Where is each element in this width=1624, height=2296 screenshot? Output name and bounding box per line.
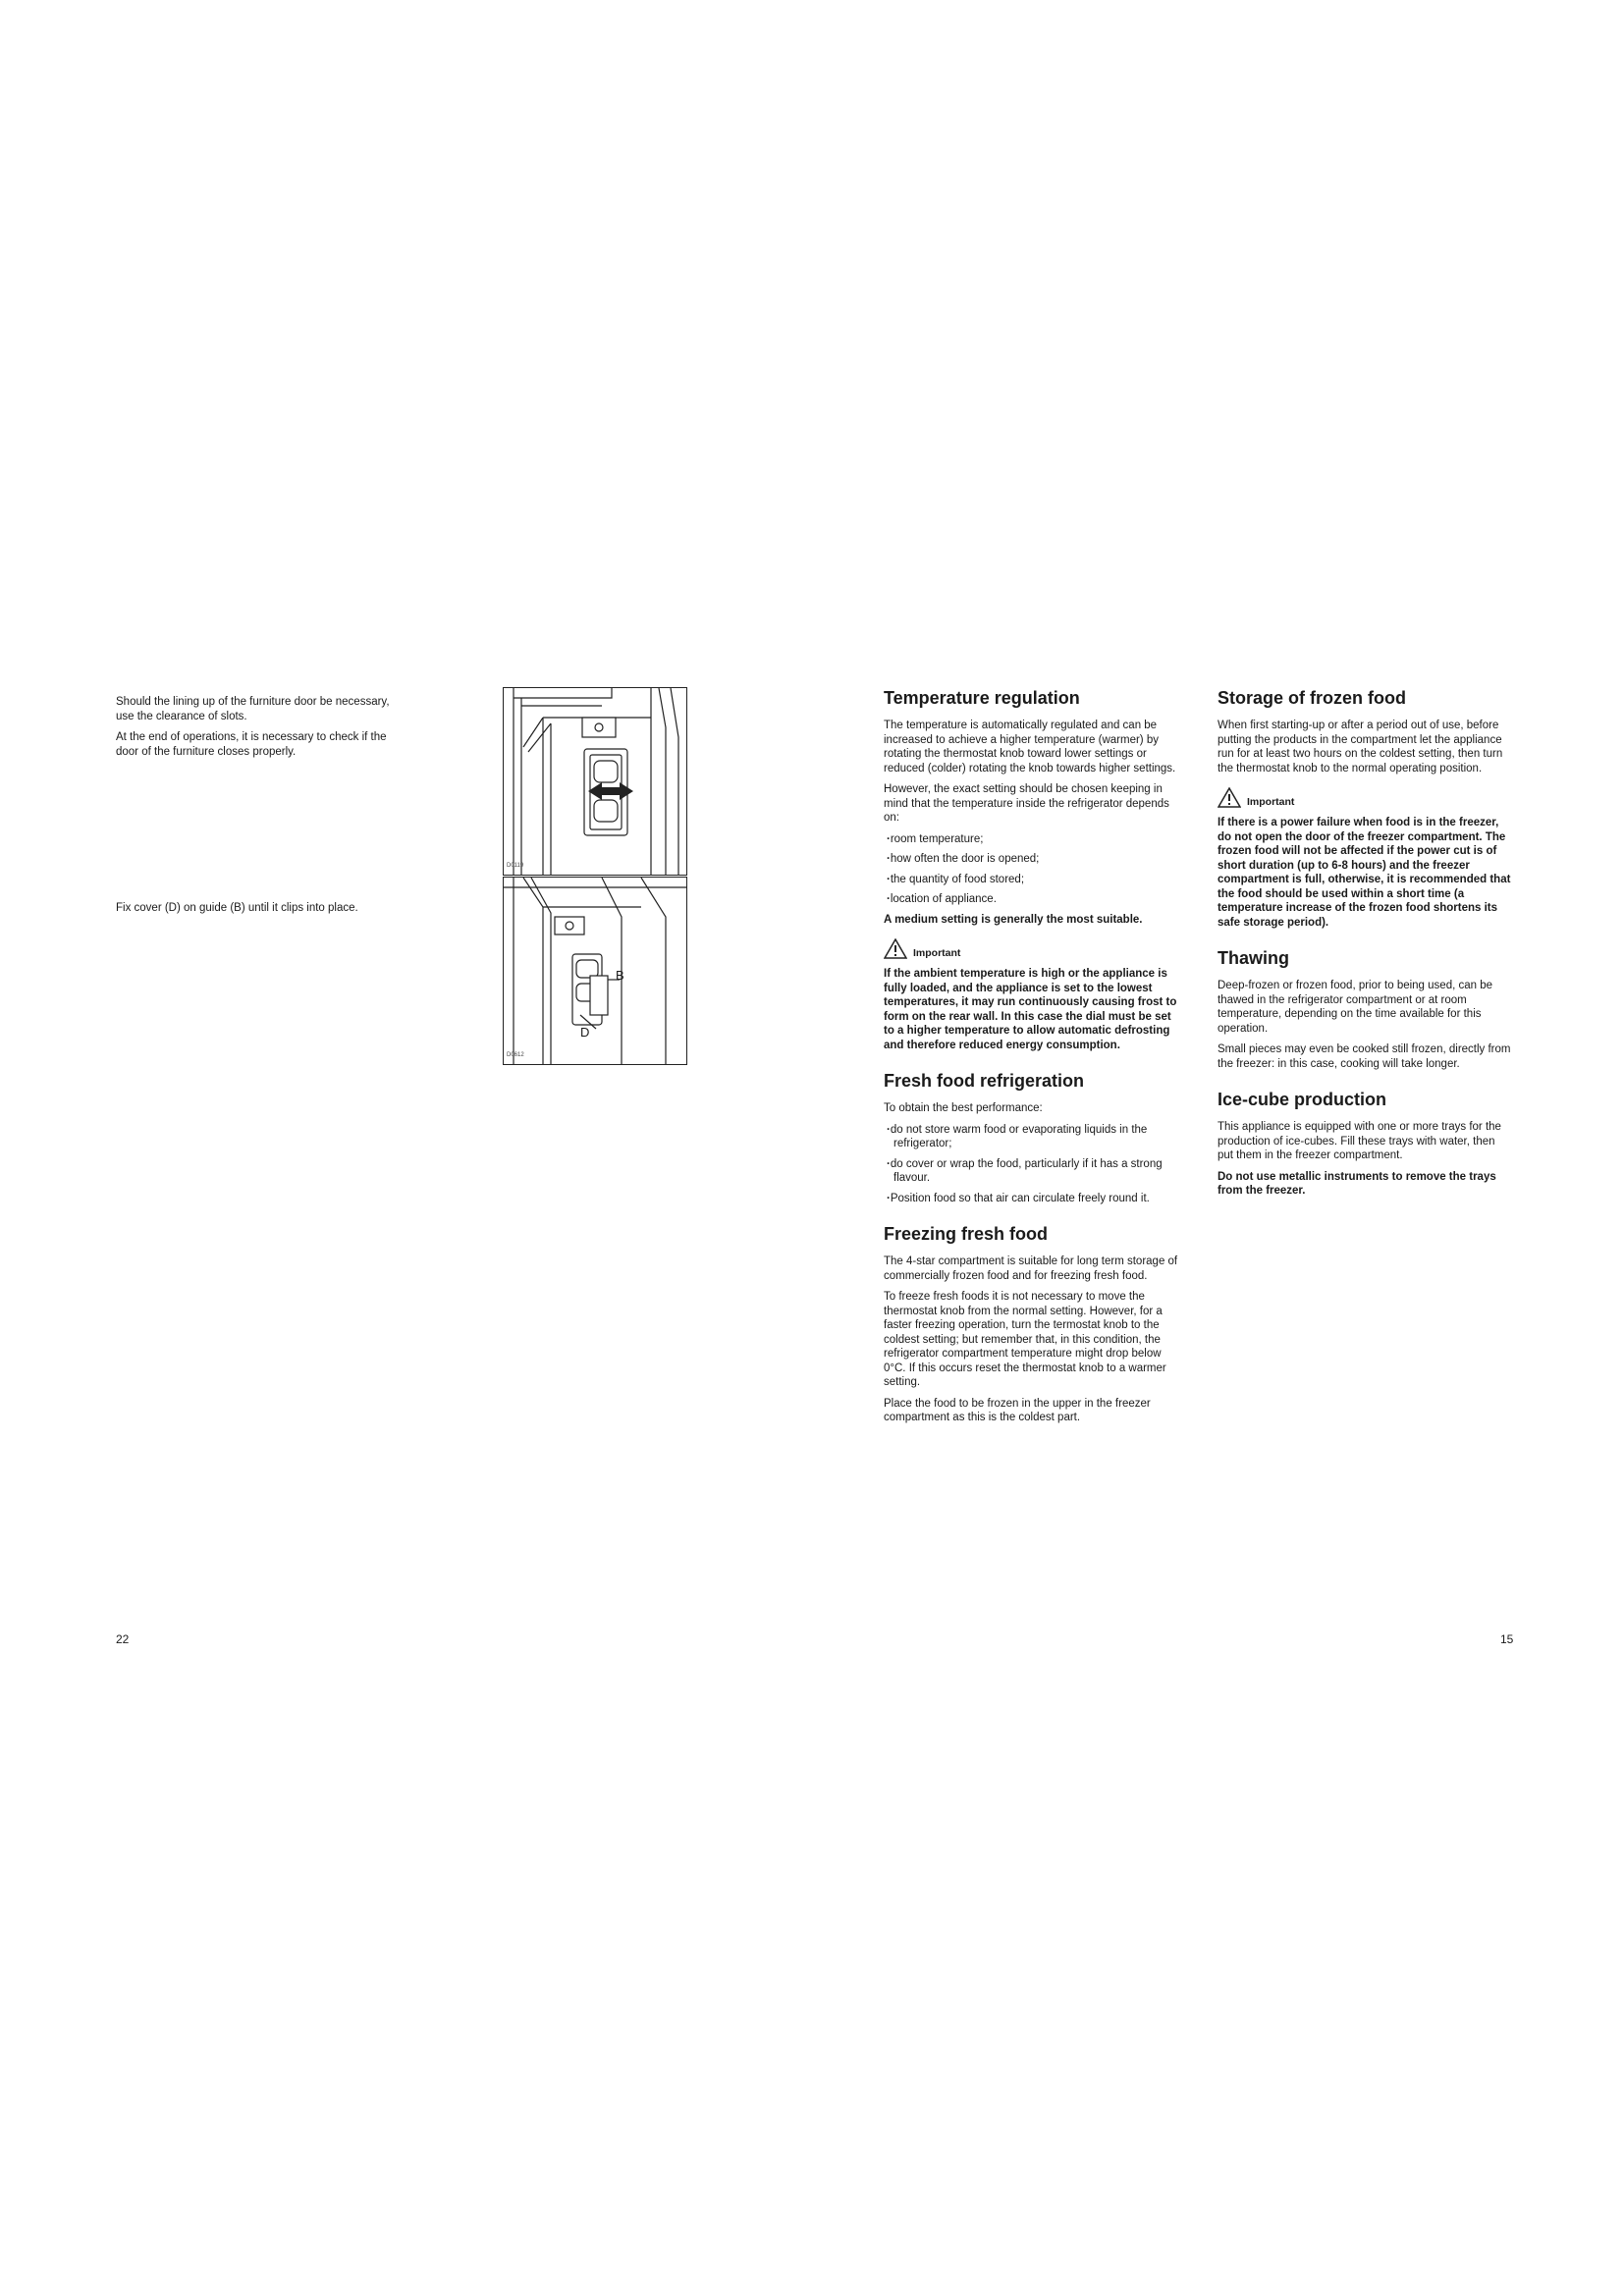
important-text: If there is a power failure when food is in the freezer, do not open the door of the freezer compartment. The frozen food will not be affected if the power cut is of short duration (up to 6-8 hours) and the freezer compartment is full, otherwise, it is recommended that the food should be used within a short time (a temperature increase of the frozen food shortens its safe storage period). — [1218, 817, 1511, 929]
list-item: · location of appliance. — [884, 892, 1178, 907]
left-instructions — [116, 695, 410, 766]
section-title: Fresh food refrigeration — [884, 1071, 1085, 1091]
right-page-number: 15 — [1500, 1632, 1514, 1646]
list-item: · Position food so that air can circulate freely round it. — [884, 1192, 1178, 1206]
important-heading: Important — [1218, 787, 1512, 808]
right-column-1 — [884, 687, 1178, 1439]
warning-icon — [884, 938, 907, 959]
label-d: D — [580, 1025, 590, 1040]
warning-icon — [1218, 787, 1241, 808]
check-door-paragraph: At the end of operations, it is necessary to check if the door of the furniture closes properly. — [116, 731, 387, 758]
storage-section: Storage of frozen food When first starting-up or after a period out of use, before putting the products in the compartment let the appliance run for at least two hours on the coldest setting, then turn the thermostat knob to the normal operating position. Important If there is a power failure when food is in the freezer, do not open the door of the freezer compartment. The frozen food will not be affected if the power cut is of short duration (up to 6-8 hours) and the freezer compartment is full, otherwise, it is recommended that the food should be used within a short time (a temperature increase of the frozen food shortens its safe storage period). — [1218, 688, 1511, 929]
cover-clip-figure — [503, 877, 687, 1065]
important-heading: Important — [884, 938, 1178, 959]
list-item: · how often the door is opened; — [884, 852, 1178, 867]
hinge-adjustment-figure — [503, 687, 687, 876]
section-title: Freezing fresh food — [884, 1224, 1049, 1244]
lining-paragraph: Should the lining up of the furniture door be necessary, use the clearance of slots. — [116, 696, 390, 722]
section-title: Temperature regulation — [884, 688, 1080, 708]
factors-list — [884, 832, 1178, 907]
freezing-section: Freezing fresh food The 4-star compartment is suitable for long term storage of commercially frozen food and for freezing fresh food. To freeze fresh foods it is not necessary to move the thermostat knob from the normal setting. However, for a faster freezing operation, turn the termostat knob to the coldest setting; but remember that, in this condition, the refrigerator compartment temperature might drop below 0°C. If this occurs reset the thermostat knob to a warmer setting. Place the food to be frozen in the upper in the freezer compartment as this is the coldest part. — [884, 1224, 1178, 1423]
ice-cube-section: Ice-cube production This appliance is equipped with one or more trays for the production of ice-cubes. Fill these trays with water, then put them in the freezer compartment. Do not use metallic instruments to remove the trays from the freezer. — [1218, 1089, 1512, 1199]
section-title: Storage of frozen food — [1218, 688, 1406, 708]
temperature-regulation-section: Temperature regulation The temperature is automatically regulated and can be increased to achieve a higher temperature (warmer) by rotating the thermostat knob toward lower settings or reduced (colder) rotating the knob towards higher settings. However, the exact setting should be chosen keeping in mind that the temperature inside the refrigerator depends on: · room temperature; · how often the door is opened; · the quantity of food stored; · location of appliance. A medium setting is generally the most suitable. Important If the ambient temperature is high or the appliance is fully loaded, and the appliance is set to the lowest temperatures, it may run continuously causing frost to form on the rear wall. In this case the dial must be set to a higher temperature to allow automatic defrosting and therefore reduced energy consumption. — [884, 687, 1178, 1052]
fresh-food-section: Fresh food refrigeration To obtain the best performance: · do not store warm food or evaporating liquids in the refrigerator; · do cover or wrap the food, particularly if it has a strong flavour. · Position food so that air can circulate freely round it. — [884, 1070, 1178, 1205]
label-b: B — [616, 968, 624, 983]
figure-code: D0119 — [507, 863, 524, 869]
list-item: · do not store warm food or evaporating liquids in the refrigerator; — [884, 1123, 1178, 1151]
list-item: · the quantity of food stored; — [884, 873, 1178, 887]
list-item: · do cover or wrap the food, particularly if it has a strong flavour. — [884, 1157, 1178, 1186]
medium-setting-note: A medium setting is generally the most suitable. — [884, 913, 1143, 926]
section-title: Ice-cube production — [1218, 1090, 1387, 1109]
performance-list — [884, 1123, 1178, 1206]
fix-cover-instruction: Fix cover (D) on guide (B) until it clips into place. — [116, 902, 358, 914]
figure-code: D0612 — [507, 1052, 524, 1058]
section-title: Thawing — [1218, 948, 1289, 968]
list-item: · room temperature; — [884, 832, 1178, 847]
left-page-number: 22 — [116, 1632, 130, 1646]
important-text: If the ambient temperature is high or the appliance is fully loaded, and the appliance is set to the lowest temperatures, it may run continuously causing frost to form on the rear wall. In this case the dial must be set to a higher temperature to allow automatic defrosting and therefore reduced energy consumption. — [884, 968, 1177, 1051]
right-column-2 — [1218, 687, 1512, 1212]
hinge-adjustment-illustration — [504, 688, 686, 875]
thawing-section: Thawing Deep-frozen or frozen food, prior to being used, can be thawed in the refrigerator compartment or at room temperature, depending on the time available for this operation. Small pieces may even be cooked still frozen, directly from the freezer: in this case, cooking will take longer. — [1218, 948, 1511, 1070]
cover-clip-illustration — [504, 878, 686, 1064]
